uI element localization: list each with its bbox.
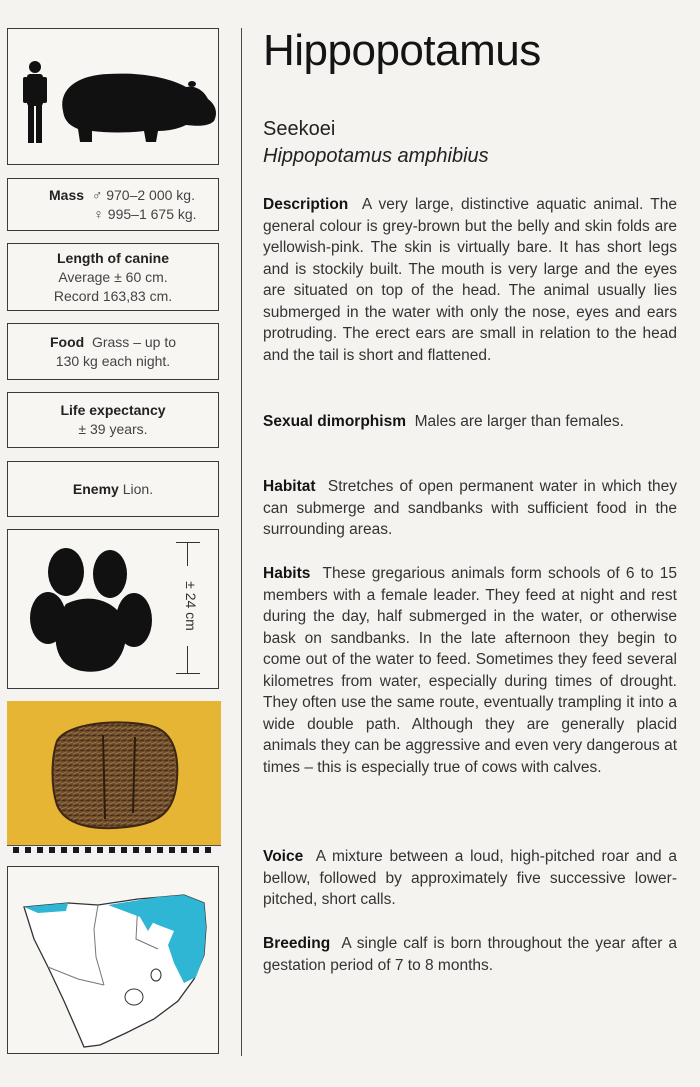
- life-expectancy-box: [7, 392, 219, 448]
- dung-image: [7, 701, 221, 846]
- column-divider: [241, 28, 242, 1056]
- mass-female-value: ♀ 995–1 675 kg.: [93, 205, 197, 222]
- section-text: These gregarious animals form schools of 6 to 15 members with a female leader. They feed at night and rest during the day, half submerged in the water, or otherwise bask on sandbanks. In the late afternoon they begin to come out of the water to feed. Sometimes they feed several kilometres from water, especially during times of drought. They often use the same route, eventually trampling it into a wide double path. Although they are generally placid animals they can be aggressive and even very dangerous at times – this is especially true of cows with calves.: [263, 565, 677, 776]
- life-expectancy-value: ± 39 years.: [78, 421, 148, 437]
- dung-photo: [7, 701, 221, 855]
- mass-label: Mass: [49, 186, 85, 203]
- section-text: Stretches of open permanent water in which they can submerge and sandbanks with sufficient food in the surrounding areas.: [263, 478, 677, 538]
- life-expectancy-label: Life expectancy: [60, 402, 166, 418]
- section-heading: Sexual dimorphism: [263, 413, 406, 430]
- silhouette-box: [7, 28, 219, 165]
- section-voice: [263, 846, 677, 911]
- section-dimorphism: [263, 411, 677, 433]
- canine-record: Record 163,83 cm.: [53, 287, 173, 304]
- food-line1: Grass – up to: [91, 333, 177, 350]
- mass-male-value: ♂ 970–2 000 kg.: [91, 186, 195, 203]
- scientific-name: Hippopotamus amphibius: [263, 145, 489, 167]
- enemy-box: [7, 461, 219, 517]
- section-heading: Habits: [263, 565, 311, 582]
- mass-box: [7, 178, 219, 231]
- human-hippo-silhouette-icon: [8, 29, 218, 164]
- canine-average: Average ± 60 cm.: [58, 268, 168, 285]
- section-text: A single calf is born throughout the year after a gestation period of 7 to 8 months.: [263, 935, 677, 974]
- distribution-map: [8, 867, 218, 1053]
- section-heading: Habitat: [263, 478, 316, 495]
- food-line2: 130 kg each night.: [55, 352, 171, 369]
- canine-box: [7, 243, 219, 311]
- scale-ruler: [7, 845, 221, 855]
- page-title: Hippopotamus: [263, 26, 541, 75]
- common-name: Seekoei: [263, 118, 336, 140]
- section-heading: Breeding: [263, 935, 331, 952]
- section-habits: [263, 563, 677, 778]
- track-size-label: ± 24 cm: [183, 566, 199, 646]
- section-text: A mixture between a loud, high-pitched roar and a bellow, followed by approximately five successive lower-pitched, short calls.: [263, 848, 678, 908]
- section-text: Males are larger than females.: [414, 413, 624, 430]
- section-text: A very large, distinctive aquatic animal. The general colour is grey-brown but the belly and skin folds are yellowish-pink. The skin is virtually bare. It has short legs and is stockily built. The mouth is very large and the eyes are situated on top of the head. The animal usually lies submerged in the water with only the nose, eyes and ears protruding. The erect ears are small in relation to the head and the tail is short and flattened.: [263, 196, 677, 364]
- section-habitat: [263, 476, 677, 541]
- food-box: [7, 323, 219, 380]
- distribution-map-box: [7, 866, 219, 1054]
- section-heading: Description: [263, 196, 349, 213]
- canine-label: Length of canine: [57, 249, 169, 266]
- section-description: [263, 194, 677, 366]
- section-breeding: [263, 933, 677, 976]
- section-heading: Voice: [263, 848, 304, 865]
- food-label: Food: [49, 333, 85, 350]
- enemy-value: Lion.: [122, 480, 154, 497]
- footprint-icon: [14, 534, 164, 684]
- track-box: [7, 529, 219, 689]
- enemy-label: Enemy: [72, 480, 119, 497]
